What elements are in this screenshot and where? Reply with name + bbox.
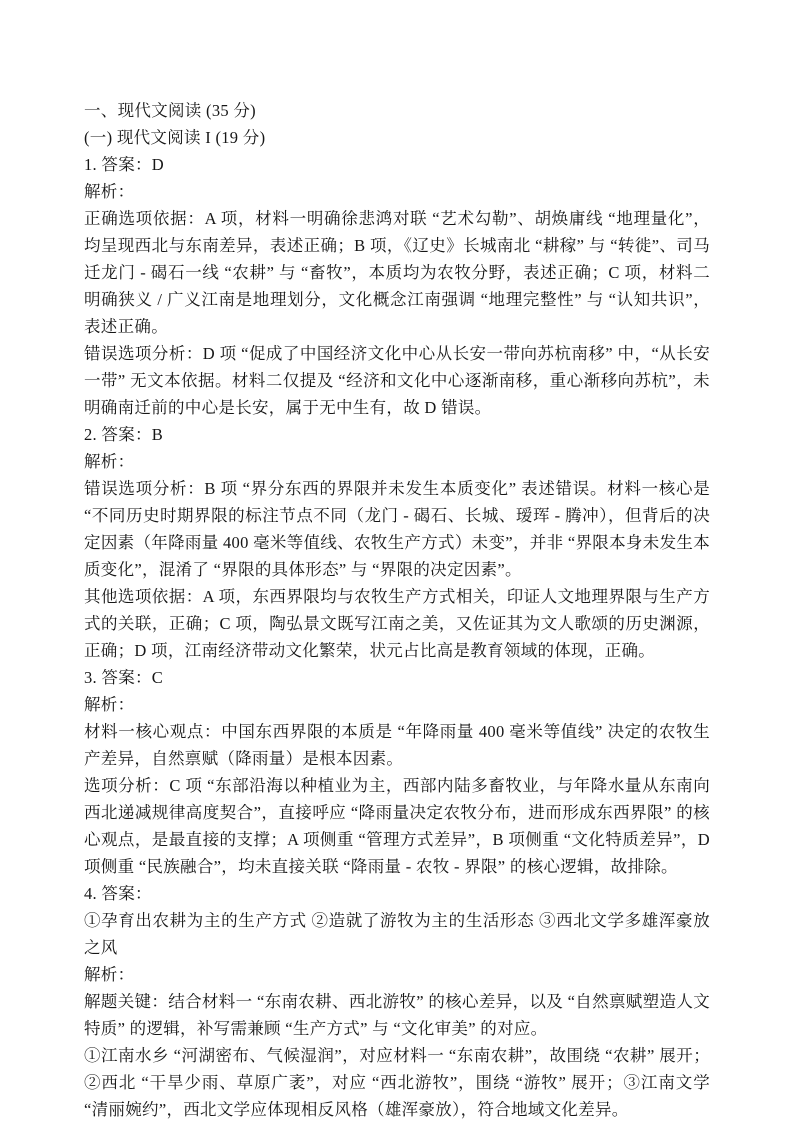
q4-answer-line: 4. 答案： bbox=[84, 884, 152, 903]
q2-other-options-paragraph: 其他选项依据：A 项，东西界限均与农牧生产方式相关，印证人文地理界限与生产方式的关联，正确；C 项，陶弘景文既写江南之美，又佐证其为文人歌颂的历史渊源，正确；D 项，江南经济带动文化繁荣，状元占比高是教育领域的体现，正确。 bbox=[84, 587, 710, 660]
q4-key-points-paragraph: 解题关键：结合材料一 “东南农耕、西北游牧” 的核心差异，以及 “自然禀赋塑造人文特质” 的逻辑，补写需兼顾 “生产方式” 与 “文化审美” 的对应。 bbox=[84, 992, 710, 1038]
q3-option-analysis-paragraph: 选项分析：C 项 “东部沿海以种植业为主，西部内陆多畜牧业，与年降水量从东南向西北递减规律高度契合”，直接呼应 “降雨量决定农牧分布，进而形成东西界限” 的核心观点，是最直接的支撑；A 项侧重 “管理方式差异”，B 项侧重 “文化特质差异”，D 项侧重 “民族融合”，均未直接关联 “降雨量 - 农牧 - 界限” 的核心逻辑，故排除。 bbox=[84, 776, 710, 876]
q1-correct-options-paragraph: 正确选项依据：A 项，材料一明确徐悲鸿对联 “艺术勾勒”、胡焕庸线 “地理量化”，均呈现西北与东南差异，表述正确；B 项，《辽史》长城南北 “耕稼” 与 “转徙”、司马迁龙门 - 碣石一线 “农耕” 与 “畜牧”，本质均为农牧分野，表述正确；C 项，材料二明确狭义 / 广义江南是地理划分，文化概念江南强调 “地理完整性” 与 “认知共识”，表述正确。 bbox=[84, 209, 710, 336]
q3-answer-line: 3. 答案：C bbox=[84, 668, 164, 687]
q2-analysis-label: 解析： bbox=[84, 452, 135, 471]
q3-core-view-paragraph: 材料一核心观点：中国东西界限的本质是 “年降雨量 400 毫米等值线” 决定的农牧生产差异，自然禀赋（降雨量）是根本因素。 bbox=[84, 722, 710, 768]
q2-answer-line: 2. 答案：B bbox=[84, 425, 164, 444]
q3-analysis-label: 解析： bbox=[84, 695, 135, 714]
q2-wrong-option-paragraph: 错误选项分析：B 项 “界分东西的界限并未发生本质变化” 表述错误。材料一核心是 “不同历史时期界限的标注节点不同（龙门 - 碣石、长城、瑷珲 - 腾冲），但背后的决定因素（年降雨量 400 毫米等值线、农牧生产方式）未变”，并非 “界限本身未发生本质变化”，混淆了 “界限的具体形态” 与 “界限的决定因素”。 bbox=[84, 479, 710, 579]
q4-answer-content: ①孕育出农耕为主的生产方式 ②造就了游牧为主的生活形态 ③西北文学多雄浑豪放之风 bbox=[84, 911, 710, 957]
q4-details-paragraph: ①江南水乡 “河湖密布、气候湿润”，对应材料一 “东南农耕”，故围绕 “农耕” 展开；②西北 “干旱少雨、草原广袤”，对应 “西北游牧”，围绕 “游牧” 展开；③江南文学 “清丽婉约”，西北文学应体现相反风格（雄浑豪放），符合地域文化差异。 bbox=[84, 1046, 710, 1119]
q1-analysis-label: 解析： bbox=[84, 182, 135, 201]
section-heading: 一、现代文阅读 (35 分) bbox=[84, 101, 256, 120]
subsection-heading: (一) 现代文阅读 I (19 分) bbox=[84, 128, 266, 147]
q1-wrong-option-paragraph: 错误选项分析：D 项 “促成了中国经济文化中心从长安一带向苏杭南移” 中，“从长安一带” 无文本依据。材料二仅提及 “经济和文化中心逐渐南移，重心渐移向苏杭”，未明确南迁前的中心是长安，属于无中生有，故 D 错误。 bbox=[84, 344, 710, 417]
q4-analysis-label: 解析： bbox=[84, 965, 135, 984]
q1-answer-line: 1. 答案：D bbox=[84, 155, 165, 174]
